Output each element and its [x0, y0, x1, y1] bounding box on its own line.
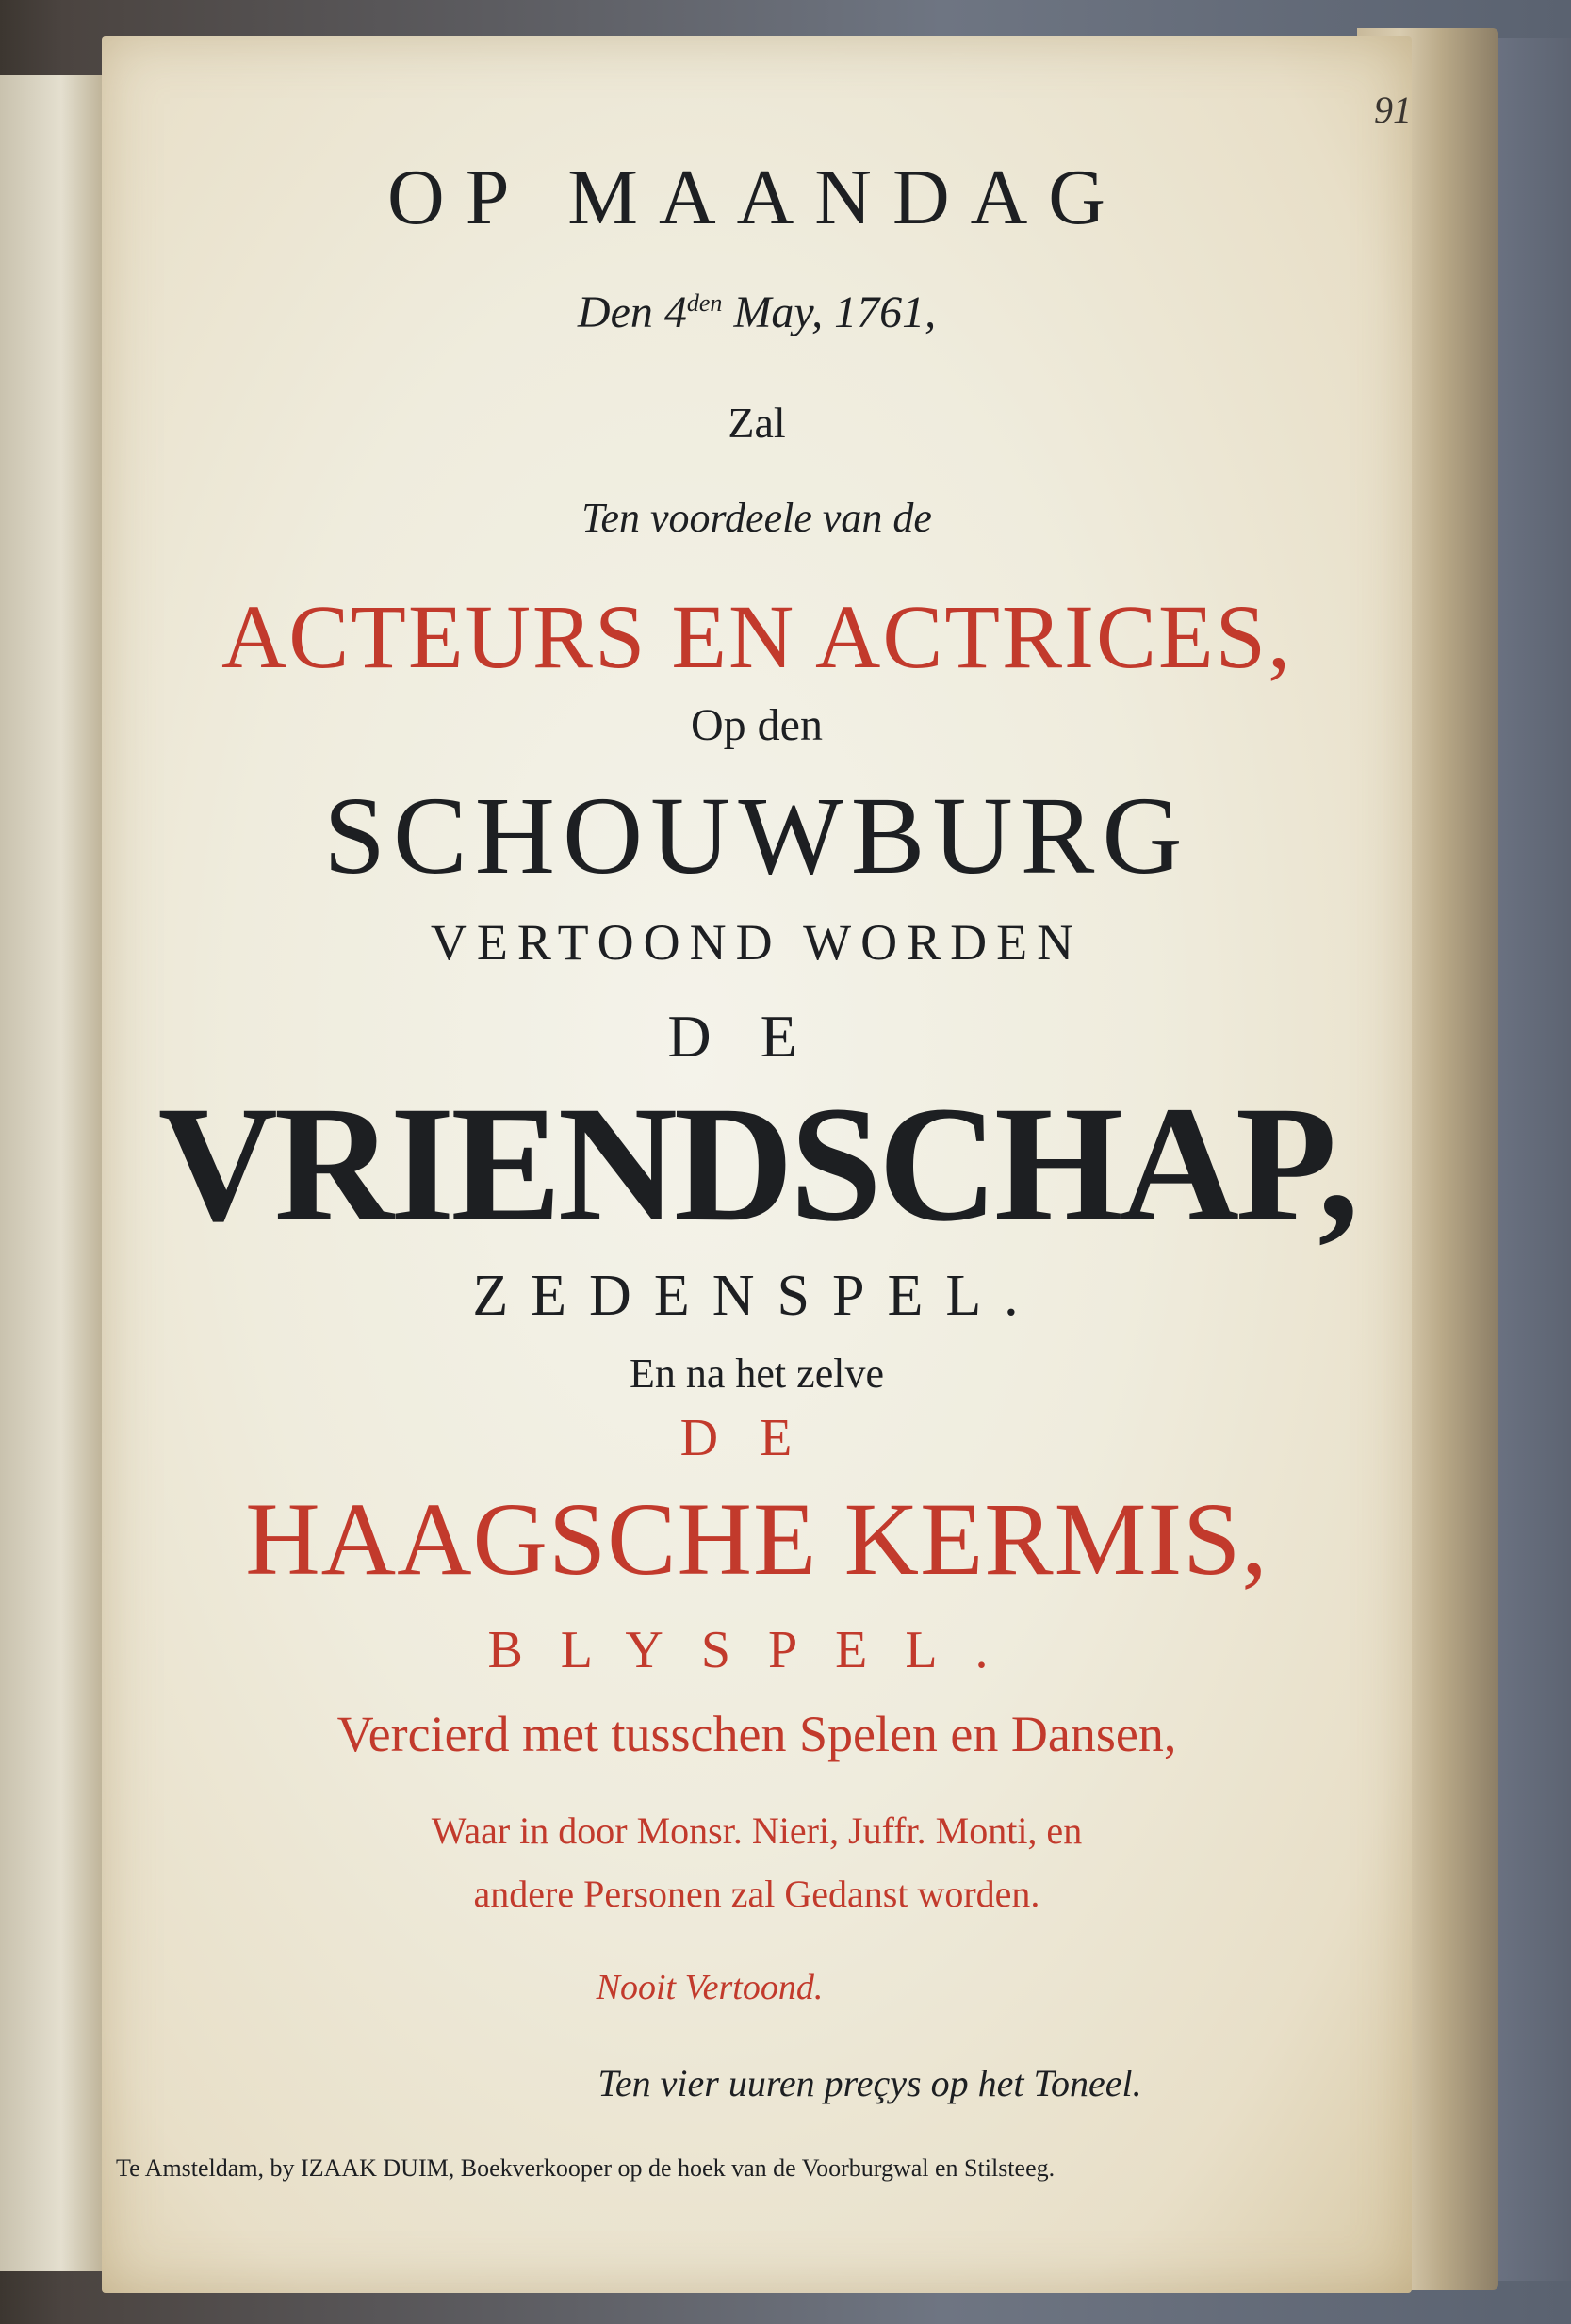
- start-time-line: Ten vier uuren preçys op het Toneel.: [597, 2062, 1142, 2104]
- first-play-genre: ZEDENSPEL.: [472, 1264, 1041, 1328]
- first-play-title: VRIENDSCHAP,: [157, 1072, 1356, 1256]
- vercierd-line: Vercierd met tusschen Spelen en Dansen,: [336, 1706, 1177, 1762]
- second-play-title: HAAGSCHE KERMIS,: [245, 1481, 1268, 1596]
- date-suffix: May, 1761,: [722, 287, 937, 337]
- printer-imprint: Te Amsteldam, by IZAAK DUIM, Boekverkooper op de hoek van de Voorburgwal en Stilsteeg.: [116, 2154, 1056, 2182]
- vertoond-line: VERTOOND WORDEN: [430, 914, 1084, 971]
- venue-heading: SCHOUWBURG: [323, 774, 1190, 897]
- first-play-article: DE: [667, 1003, 846, 1070]
- second-play-article: DE: [679, 1409, 834, 1467]
- second-play-genre: BLYSPEL.: [487, 1621, 1026, 1679]
- connector-line: En na het zelve: [630, 1350, 884, 1397]
- date-line: [102, 287, 1412, 337]
- facing-page-edge: [0, 75, 111, 2271]
- zal-line: Zal: [728, 399, 786, 447]
- day-heading: OP MAANDAG: [387, 154, 1126, 241]
- dancers-line-2: andere Personen zal Gedanst worden.: [473, 1873, 1040, 1915]
- playbill-page: [102, 36, 1412, 2293]
- dancers-line-1: Waar in door Monsr. Nieri, Juffr. Monti, en: [431, 1809, 1083, 1852]
- date-prefix: Den 4: [577, 287, 687, 337]
- beneficiaries-heading: ACTEURS EN ACTRICES,: [221, 586, 1293, 687]
- op-den-line: Op den: [691, 700, 823, 750]
- date-superscript: den: [686, 289, 723, 317]
- benefit-line: Ten voordeele van de: [581, 495, 932, 541]
- nooit-vertoond: Nooit Vertoond.: [596, 1968, 824, 2007]
- page-number: 91: [1374, 89, 1412, 131]
